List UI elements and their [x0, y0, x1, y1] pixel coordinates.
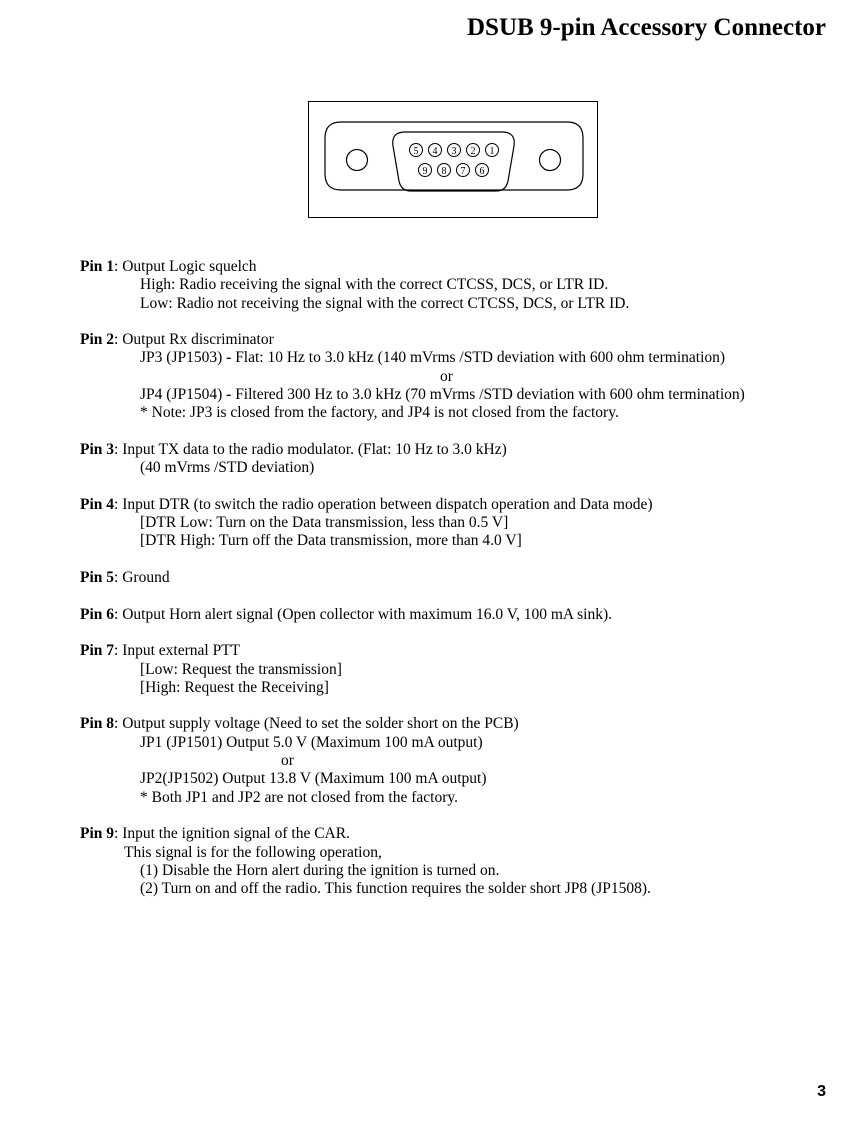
pin-6-label: 6	[479, 166, 485, 177]
pin-2-jp3-desc: Flat: 10 Hz to 3.0 kHz (140 mVrms /STD deviation with 600 ohm termination)	[235, 349, 726, 367]
pin-7-heading: Pin 7	[80, 642, 115, 660]
pin-8-note: * Both JP1 and JP2 are not closed from the factory.	[140, 788, 458, 806]
pin-2-note: * Note: JP3 is closed from the factory, and JP4 is not closed from the factory.	[140, 404, 619, 422]
pin-3-title: : Input TX data to the radio modulator. (Flat: 10 Hz to 3.0 kHz)	[114, 440, 507, 458]
pin-4-dtr-low: [DTR Low: Turn on the Data transmission, less than 0.5 V]	[140, 514, 509, 532]
pin-3-section	[80, 441, 840, 478]
pin-1-heading: Pin 1	[80, 258, 115, 275]
pin-7-high: [High: Request the Receiving]	[140, 678, 329, 696]
pin-2-jp4-label: JP4 (JP1504)	[140, 386, 227, 404]
pin-1-high: High: Radio receiving the signal with the correct CTCSS, DCS, or LTR ID.	[140, 276, 609, 294]
page-title: DSUB 9-pin Accessory Connector	[466, 14, 826, 41]
pin-5-title: : Ground	[114, 569, 170, 587]
pin-6-title: : Output Horn alert signal (Open collector with maximum 16.0 V, 100 mA sink).	[114, 605, 612, 623]
dsub-connector-drawing	[309, 102, 599, 219]
pin-4-section	[80, 496, 840, 551]
pin-9-section	[80, 825, 840, 898]
connector-diagram	[308, 101, 598, 218]
pin-8-jp2: JP2(JP1502) Output 13.8 V (Maximum 100 mA output)	[140, 770, 487, 788]
pin-6-heading: Pin 6	[80, 605, 115, 623]
pin-8-heading: Pin 8	[80, 715, 115, 733]
pin-5-section	[80, 569, 840, 587]
pin-9-intro: This signal is for the following operation,	[124, 843, 382, 861]
mounting-hole-right	[540, 150, 561, 171]
pin-3-heading: Pin 3	[80, 440, 115, 458]
pin-5-heading: Pin 5	[80, 569, 115, 587]
pin-2-jp3-dash: -	[226, 349, 236, 367]
connector-d-shell	[393, 132, 515, 191]
pin-9-item-2: (2) Turn on and off the radio. This function requires the solder short JP8 (JP1508).	[140, 880, 651, 898]
pin-1-title: : Output Logic squelch	[114, 258, 257, 275]
pin-8-label: 8	[441, 166, 447, 177]
pin-row-top	[410, 144, 499, 158]
pin-9-heading: Pin 9	[80, 825, 115, 843]
pin-2-jp3-label: JP3 (JP1503)	[140, 349, 227, 367]
pin-2-or: or	[440, 367, 453, 385]
pin-7-section	[80, 642, 840, 697]
pin-2-label: 2	[470, 146, 476, 157]
pin-3-label: 3	[451, 146, 457, 157]
pin-4-dtr-high: [DTR High: Turn off the Data transmission, more than 4.0 V]	[140, 532, 522, 550]
page-number: 3	[817, 1083, 826, 1100]
mounting-hole-left	[347, 150, 368, 171]
pin-7-low: [Low: Request the transmission]	[140, 660, 342, 678]
pin-1-low: Low: Radio not receiving the signal with the correct CTCSS, DCS, or LTR ID.	[140, 294, 630, 312]
pin-3-deviation: (40 mVrms /STD deviation)	[140, 459, 315, 477]
pin-4-heading: Pin 4	[80, 495, 115, 513]
pin-1-section	[80, 258, 840, 313]
pin-9-label: 9	[422, 166, 428, 177]
pin-8-or: or	[281, 752, 294, 770]
pin-4-label: 4	[432, 146, 438, 157]
pin-7-title: : Input external PTT	[114, 642, 241, 660]
pin-1-label: 1	[489, 146, 495, 157]
pin-8-title: : Output supply voltage (Need to set the solder short on the PCB)	[114, 715, 519, 733]
pin-2-title: : Output Rx discriminator	[114, 331, 274, 349]
pin-2-section	[80, 331, 840, 422]
pin-2-jp4-desc: Filtered 300 Hz to 3.0 kHz (70 mVrms /STD deviation with 600 ohm termination)	[235, 386, 745, 404]
pin-9-title: : Input the ignition signal of the CAR.	[114, 825, 350, 843]
pin-8-jp1: JP1 (JP1501) Output 5.0 V (Maximum 100 mA output)	[140, 733, 483, 751]
pin-6-section	[80, 606, 840, 624]
pin-8-section	[80, 715, 840, 806]
pin-5-label: 5	[413, 146, 419, 157]
pin-2-jp4-dash: -	[226, 386, 236, 404]
pin-row-bottom	[419, 164, 489, 178]
pin-4-title: : Input DTR (to switch the radio operation between dispatch operation and Data mode)	[114, 495, 653, 513]
pin-2-heading: Pin 2	[80, 331, 115, 349]
pin-7-label: 7	[460, 166, 466, 177]
pin-descriptions	[80, 258, 840, 917]
pin-9-item-1: (1) Disable the Horn alert during the ignition is turned on.	[140, 861, 500, 879]
